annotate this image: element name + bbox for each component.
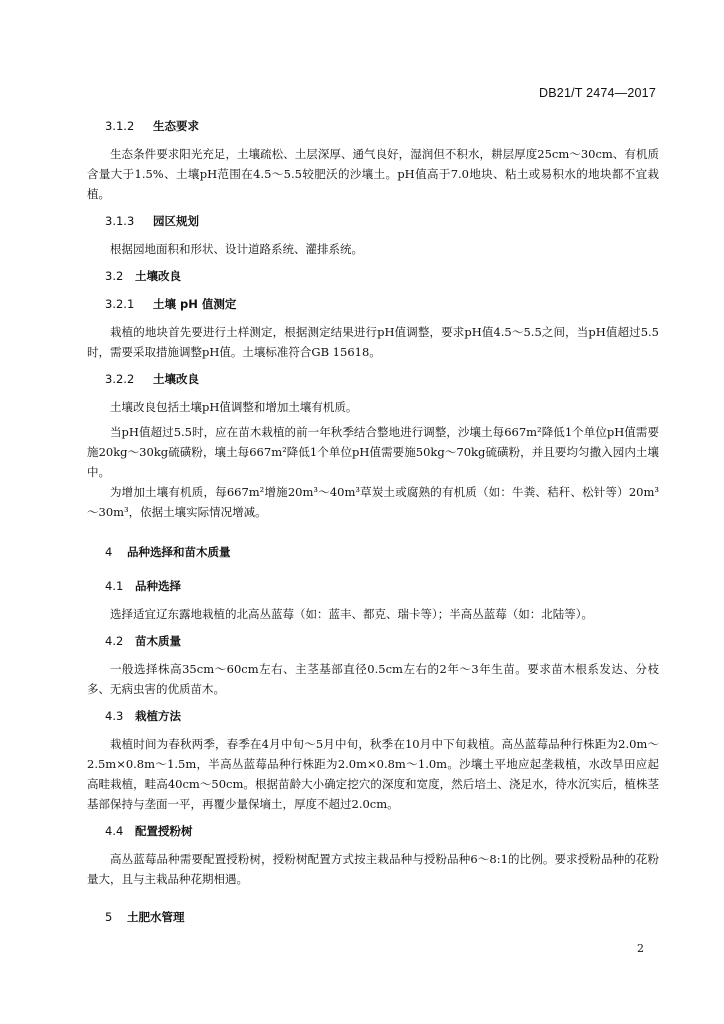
heading-title: 配置授粉树 — [135, 824, 193, 838]
heading-title: 园区规划 — [153, 214, 199, 228]
heading-title: 土壤改良 — [135, 269, 181, 283]
paragraph: 高丛蓝莓品种需要配置授粉树，授粉树配置方式按主栽品种与授粉品种6～8:1的比例。要求授粉品种的花粉量大，且与主栽品种花期相遇。 — [87, 852, 659, 886]
document-header-id: DB21/T 2474—2017 — [539, 86, 656, 100]
heading-number: 3.1.2 — [105, 119, 135, 133]
heading-4 — [87, 544, 659, 561]
document-body — [87, 110, 659, 926]
heading-number: 4.3 — [105, 709, 124, 723]
heading-title: 品种选择 — [135, 579, 181, 593]
heading-title: 土壤改良 — [153, 372, 199, 386]
heading-title: 栽植方法 — [135, 709, 181, 723]
page-number: 2 — [637, 942, 644, 955]
paragraph: 栽植的地块首先要进行土样测定，根据测定结果进行pH值调整，要求pH值4.5～5.5之间，当pH值超过5.5时，需要采取措施调整pH值。土壤标准符合GB 15618。 — [87, 325, 659, 359]
heading-5 — [87, 909, 659, 926]
heading-number: 4.2 — [105, 634, 124, 648]
heading-4-4 — [87, 823, 659, 840]
heading-number: 3.2.1 — [105, 297, 135, 311]
paragraph: 当pH值超过5.5时，应在苗木栽植的前一年秋季结合整地进行调整，沙壤土每667m²降低1个单位pH值需要施20kg～30kg硫磺粉，壤土每667m²降低1个单位pH值需要施50kg～70kg硫磺粉，并且要均匀撒入园内土壤中。 — [87, 425, 659, 479]
heading-number: 3.2 — [105, 269, 124, 283]
heading-3-1-3 — [87, 213, 659, 230]
heading-number: 4 — [105, 545, 113, 559]
paragraph: 生态条件要求阳光充足，土壤疏松、土层深厚、通气良好，湿润但不积水，耕层厚度25cm～30cm、有机质含量大于1.5%、土壤pH范围在4.5～5.5较肥沃的沙壤土。pH值高于7.0地块、粘土或易积水的地块都不宜栽植。 — [87, 147, 659, 201]
heading-title: 苗木质量 — [135, 634, 181, 648]
paragraph: 土壤改良包括土壤pH值调整和增加土壤有机质。 — [110, 400, 358, 414]
heading-number: 4.1 — [105, 579, 124, 593]
paragraph: 栽植时间为春秋两季，春季在4月中旬～5月中旬，秋季在10月中下旬栽植。高丛蓝莓品种行株距为2.0m～2.5m×0.8m～1.5m，半高丛蓝莓品种行株距为2.0m×0.8m～1.0m。沙壤土平地应起垄栽植，水改旱田应起高畦栽植，畦高40cm～50cm。根据苗龄大小确定挖穴的深度和宽度，然后培土、浇足水，待水沉实后，植株茎基部保持与垄面一平，再覆少量保墒土，厚度不超过2.0cm。 — [87, 737, 659, 811]
heading-title: 生态要求 — [153, 119, 199, 133]
heading-3-2-1 — [87, 296, 659, 313]
paragraph: 根据园地面积和形状、设计道路系统、灌排系统。 — [110, 242, 363, 256]
heading-3-2 — [87, 268, 659, 285]
heading-number: 3.1.3 — [105, 214, 135, 228]
heading-title: 土壤 pH 值测定 — [153, 297, 237, 311]
heading-3-1-2 — [87, 118, 659, 135]
heading-number: 4.4 — [105, 824, 124, 838]
heading-4-2 — [87, 633, 659, 650]
heading-title: 土肥水管理 — [127, 910, 185, 924]
heading-4-1 — [87, 578, 659, 595]
heading-4-3 — [87, 708, 659, 725]
heading-number: 3.2.2 — [105, 372, 135, 386]
heading-3-2-2 — [87, 371, 659, 388]
paragraph: 选择适宜辽东露地栽植的北高丛蓝莓（如：蓝丰、都克、瑞卡等）；半高丛蓝莓（如：北陆等）。 — [110, 607, 593, 621]
paragraph: 为增加土壤有机质，每667m²增施20m³～40m³草炭土或腐熟的有机质（如：牛粪、秸秆、松针等）20m³～30m³，依据土壤实际情况增减。 — [87, 485, 659, 519]
heading-title: 品种选择和苗木质量 — [127, 545, 231, 559]
heading-number: 5 — [105, 910, 113, 924]
paragraph: 一般选择株高35cm～60cm左右、主茎基部直径0.5cm左右的2年～3年生苗。要求苗木根系发达、分枝多、无病虫害的优质苗木。 — [87, 662, 659, 696]
